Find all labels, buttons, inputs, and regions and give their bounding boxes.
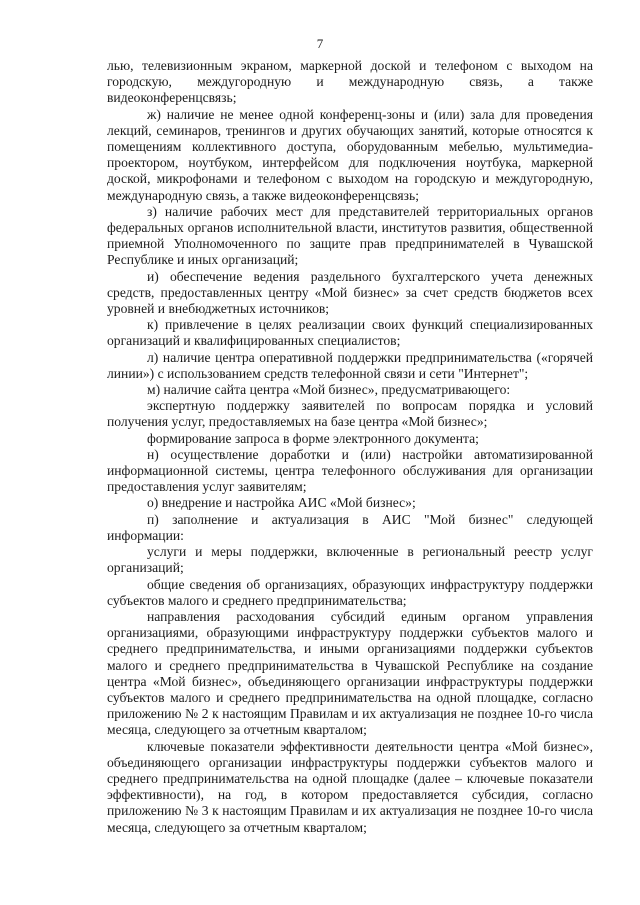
paragraph-item-zh: ж) наличие не менее одной конференц-зоны и (или) зала для проведения лекций, семинаров, тренингов и других обучающих занятий, которые относятся к помещениям коллективного доступа, оборудованным мебелью, мультимедиа-проектором, ноутбуком, интерфейсом для подключения ноутбука, маркерной доской, микрофонами и телефоном с выходом на городскую и междугородную, международную связь, а также видеоконференцсвязь; bbox=[107, 106, 593, 203]
paragraph-item-n: н) осуществление доработки и (или) настройки автоматизированной информационной системы, центра телефонного обслуживания для организации предоставления услуг заявителям; bbox=[107, 446, 593, 495]
paragraph-sub-expert-support: экспертную поддержку заявителей по вопросам порядка и условий получения услуг, предоставляемых на базе центра «Мой бизнес»; bbox=[107, 398, 593, 430]
paragraph-item-m: м) наличие сайта центра «Мой бизнес», предусматривающего: bbox=[147, 382, 511, 398]
paragraph-sub-subsidy-directions: направления расходования субсидий единым органом управления организациями, образующими инфраструктуру поддержки субъектов малого и среднего предпринимательства, и иными организациями поддержки субъектов малого и среднего предпринимательства в Чувашской Республике на создание центра «Мой бизнес», объединяющего организации инфраструктуры поддержки субъектов малого и среднего предпринимательства на одной площадке, согласно приложению № 2 к настоящим Правилам и их актуализация не позднее 10-го числа месяца, следующего за отчетным кварталом; bbox=[107, 608, 593, 738]
paragraph-sub-key-indicators: ключевые показатели эффективности деятельности центра «Мой бизнес», объединяющего организации инфраструктуры поддержки субъектов малого и среднего предпринимательства на одной площадке (далее – ключевые показатели эффективности), на год, в котором предоставляется субсидия, согласно приложению № 3 к настоящим Правилам и их актуализация не позднее 10-го числа месяца, следующего за отчетным кварталом; bbox=[107, 738, 593, 835]
document-body bbox=[107, 58, 593, 836]
paragraph-item-o: о) внедрение и настройка АИС «Мой бизнес»; bbox=[147, 495, 416, 511]
paragraph-sub-services: услуги и меры поддержки, включенные в региональный реестр услуг организаций; bbox=[107, 544, 593, 576]
paragraph-item-z: з) наличие рабочих мест для представителей территориальных органов федеральных органов исполнительной власти, институтов развития, общественной приемной Уполномоченного по защите прав предпринимателей в Чувашской Республике и иных организаций; bbox=[107, 203, 593, 268]
paragraph-item-k: к) привлечение в целях реализации своих функций специализированных организаций и квалифицированных специалистов; bbox=[107, 317, 593, 349]
paragraph-item-p: п) заполнение и актуализация в АИС "Мой бизнес" следующей информации: bbox=[107, 511, 593, 543]
page-number: 7 bbox=[316, 36, 324, 51]
paragraph-item-l: л) наличие центра оперативной поддержки предпринимательства («горячей линии») с использованием средств телефонной связи и сети "Интернет"; bbox=[107, 349, 593, 381]
paragraph-sub-electronic-request: формирование запроса в форме электронного документа; bbox=[147, 430, 479, 446]
paragraph-item-i: и) обеспечение ведения раздельного бухгалтерского учета денежных средств, предоставленных центру «Мой бизнес» за счет средств бюджетов всех уровней и внебюджетных источников; bbox=[107, 268, 593, 317]
paragraph-sub-general-info: общие сведения об организациях, образующих инфраструктуру поддержки субъектов малого и среднего предпринимательства; bbox=[107, 576, 593, 608]
paragraph-continuation: лью, телевизионным экраном, маркерной доской и телефоном с выходом на городскую, междугородную и международную связь, а также видеоконференцсвязь; bbox=[107, 58, 593, 106]
